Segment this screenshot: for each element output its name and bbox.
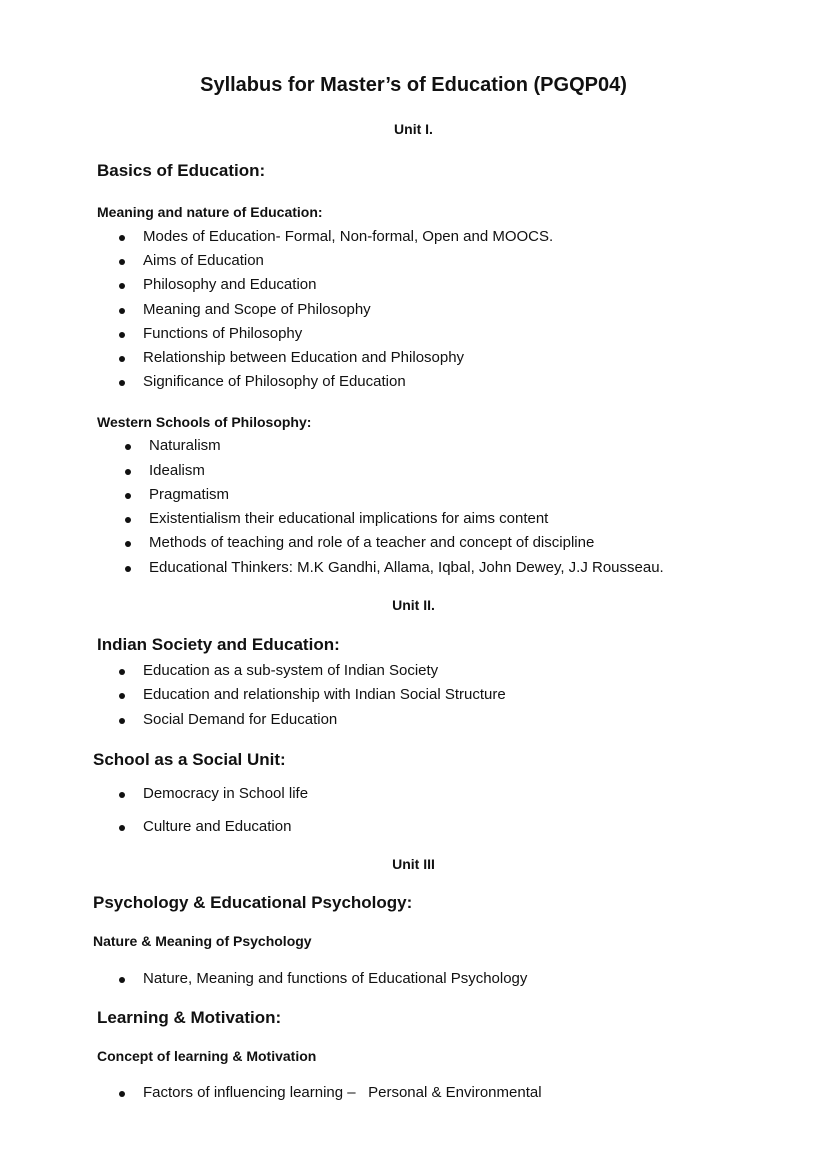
list-item: Idealism: [149, 462, 205, 479]
bullet-icon: [125, 444, 131, 450]
bullet-icon: [119, 693, 125, 699]
bullet-icon: [125, 566, 131, 572]
list-item: Pragmatism: [149, 486, 230, 503]
section-heading: School as a Social Unit:: [93, 750, 286, 769]
bullet-icon: [119, 792, 125, 798]
list-item: Aims of Education: [143, 252, 264, 269]
subsection-heading: Western Schools of Philosophy:: [97, 414, 312, 430]
list-item: Social Demand for Education: [143, 711, 338, 728]
list-item: Education as a sub-system of Indian Society: [143, 662, 439, 679]
list-item: Methods of teaching and role of a teacher and concept of discipline: [149, 534, 595, 551]
bullet-icon: [119, 977, 125, 983]
section-heading: Psychology & Educational Psychology:: [93, 893, 413, 912]
section-heading: Indian Society and Education:: [97, 635, 340, 654]
list-item: Relationship between Education and Philosophy: [143, 349, 465, 366]
list-item: Modes of Education- Formal, Non-formal, Open and MOOCS.: [143, 228, 554, 245]
bullet-icon: [119, 1091, 125, 1097]
list-item: Existentialism their educational implications for aims content: [149, 510, 549, 527]
list-item: Functions of Philosophy: [143, 325, 303, 342]
list-item: Education and relationship with Indian Social Structure: [143, 686, 506, 703]
section-heading: Learning & Motivation:: [97, 1008, 282, 1027]
bullet-icon: [119, 718, 125, 724]
list-item: Naturalism: [149, 437, 221, 454]
bullet-icon: [125, 493, 131, 499]
bullet-icon: [119, 669, 125, 675]
list-item: Culture and Education: [143, 818, 292, 835]
bullet-icon: [119, 332, 125, 338]
list-item: Nature, Meaning and functions of Educational Psychology: [143, 970, 528, 987]
page-title: Syllabus for Master’s of Education (PGQP04): [200, 74, 627, 96]
bullet-icon: [119, 356, 125, 362]
list-item: Democracy in School life: [143, 785, 309, 802]
list-item: Philosophy and Education: [143, 276, 317, 293]
subsection-heading: Concept of learning & Motivation: [97, 1048, 317, 1064]
bullet-icon: [125, 469, 131, 475]
bullet-icon: [119, 283, 125, 289]
bullet-icon: [119, 380, 125, 386]
unit-3-heading: Unit III: [392, 856, 435, 872]
list-item: Educational Thinkers: M.K Gandhi, Allama, Iqbal, John Dewey, J.J Rousseau.: [149, 559, 664, 576]
unit-2-heading: Unit II.: [392, 597, 435, 613]
bullet-icon: [125, 517, 131, 523]
subsection-heading: Meaning and nature of Education:: [97, 204, 323, 220]
list-item: Meaning and Scope of Philosophy: [143, 301, 371, 318]
bullet-icon: [119, 235, 125, 241]
bullet-icon: [119, 825, 125, 831]
unit-1-heading: Unit I.: [394, 121, 433, 137]
section-heading: Basics of Education:: [97, 161, 266, 180]
list-item: Significance of Philosophy of Education: [143, 373, 406, 390]
bullet-icon: [125, 541, 131, 547]
bullet-icon: [119, 259, 125, 265]
bullet-icon: [119, 308, 125, 314]
subsection-heading: Nature & Meaning of Psychology: [93, 933, 312, 949]
list-item: Factors of influencing learning – Personal & Environmental: [143, 1084, 542, 1101]
